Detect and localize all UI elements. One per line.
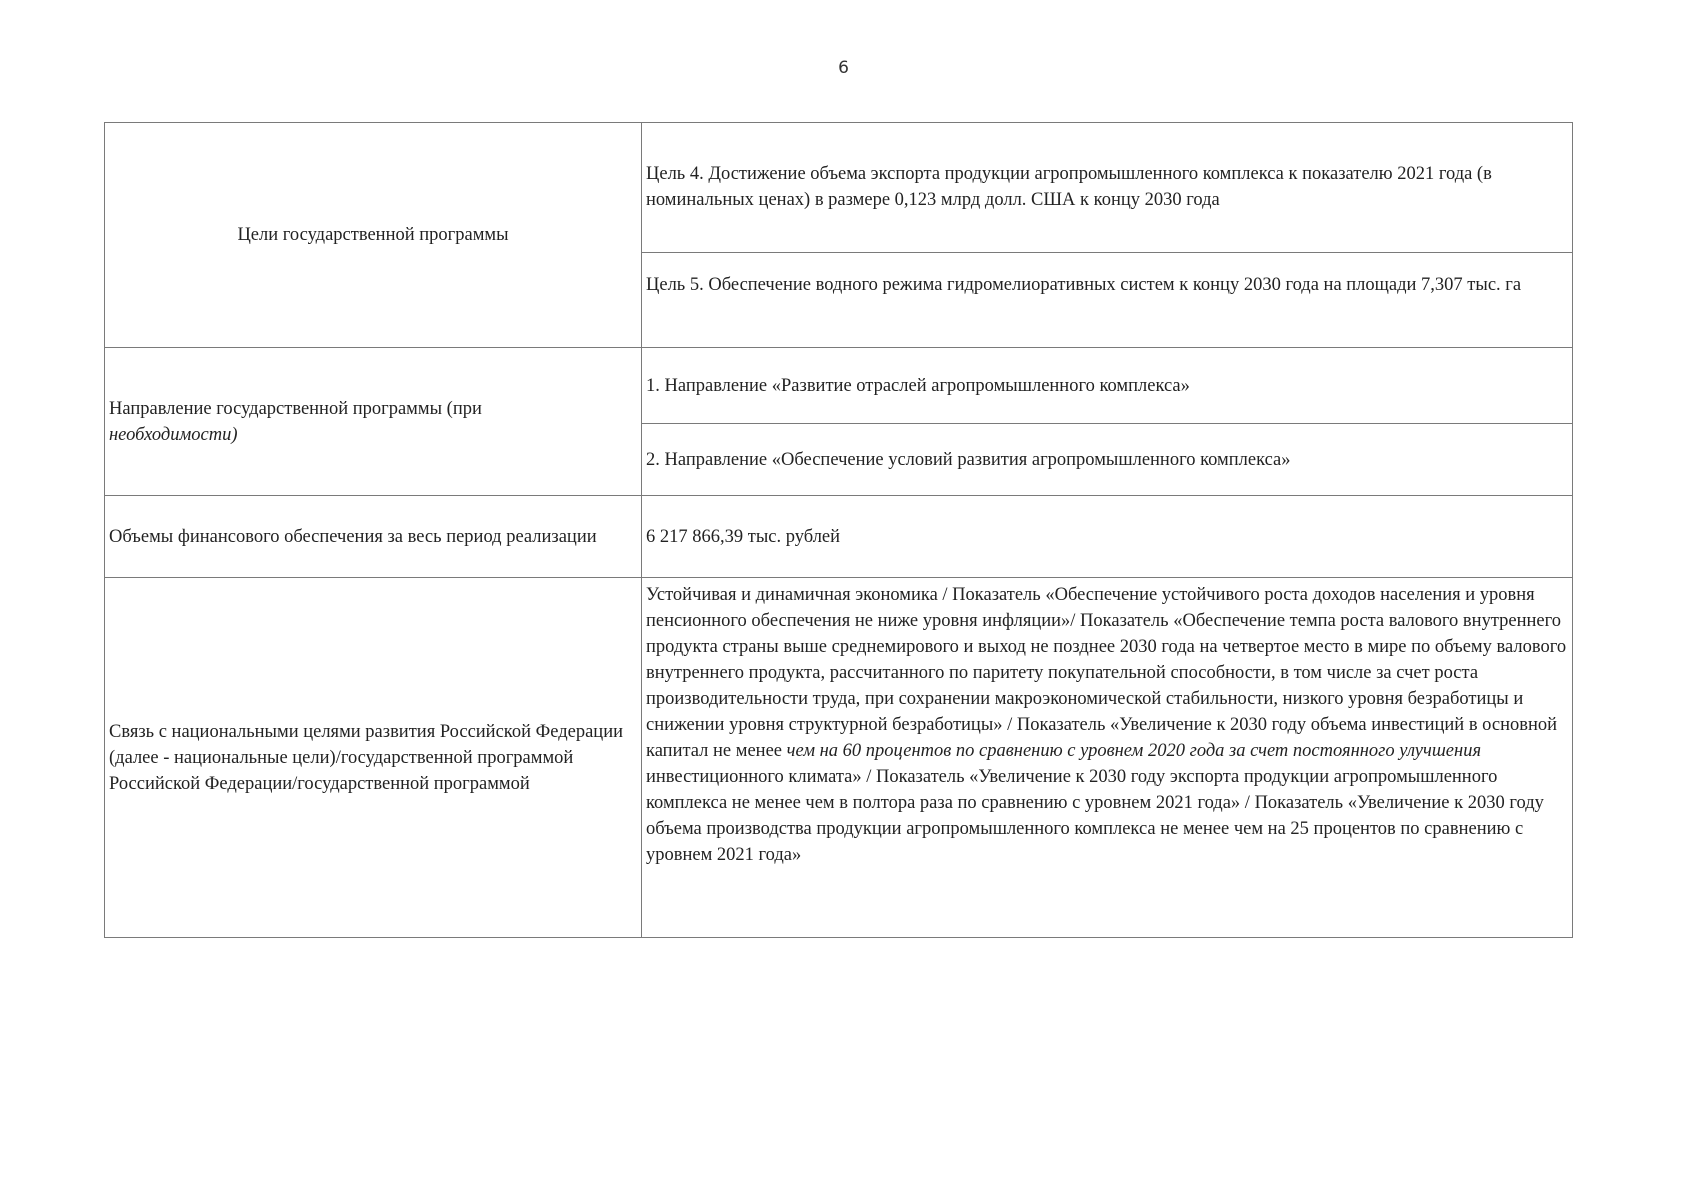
goal-5-cell: [642, 253, 1573, 348]
national-goals-text-2: инвестиционного климата» / Показатель «Увеличение к 2030 году экспорта продукции агропромышленного комплекса не менее чем в полтора раза по сравнению с уровнем 2021 года» / Показатель «Увеличение к 2030 году объема производства продукции агропромышленного комплекса не менее чем на 25 процентов по сравнению с уровнем 2021 года»: [646, 767, 1544, 865]
directions-row: [105, 348, 1573, 424]
goals-label: Цели государственной программы: [237, 225, 509, 245]
national-goals-value: [646, 582, 1568, 868]
national-goals-row: [105, 578, 1573, 938]
goal-4-text: Цель 4. Достижение объема экспорта продукции агропромышленного комплекса к показателю 2021 года (в номинальных ценах) в размере 0,123 млрд долл. США к концу 2030 года: [646, 164, 1492, 210]
goals-row: [105, 123, 1573, 253]
directions-label-italic: необходимости): [109, 424, 238, 445]
national-goals-value-cell: [642, 578, 1573, 938]
financing-row: [105, 496, 1573, 578]
financing-value: 6 217 866,39 тыс. рублей: [646, 526, 841, 547]
direction-1-text: 1. Направление «Развитие отраслей агропромышленного комплекса»: [646, 375, 1190, 396]
directions-label-cell: [105, 348, 642, 496]
direction-2-cell: [642, 424, 1573, 496]
program-passport-table: [104, 122, 1573, 938]
direction-1-cell: [642, 348, 1573, 424]
national-goals-label-cell: [105, 578, 642, 938]
national-goals-label: Связь с национальными целями развития Российской Федерации (далее - национальные цели)/государственной программой Российской Федерации/государственной программой: [109, 721, 623, 794]
direction-2-text: 2. Направление «Обеспечение условий развития агропромышленного комплекса»: [646, 449, 1291, 470]
financing-label: Объемы финансового обеспечения за весь период реализации: [109, 526, 597, 547]
goals-label-cell: [105, 123, 642, 348]
directions-label: [109, 396, 637, 448]
national-goals-text-italic: чем на 60 процентов по сравнению с уровнем 2020 года за счет постоянного улучшения: [786, 741, 1482, 761]
goal-5-text: Цель 5. Обеспечение водного режима гидромелиоративных систем к концу 2030 года на площади 7,307 тыс. га: [646, 275, 1522, 295]
financing-label-cell: [105, 496, 642, 578]
financing-value-cell: [642, 496, 1573, 578]
national-goals-text-1: Устойчивая и динамичная экономика / Показатель «Обеспечение устойчивого роста доходов населения и уровня пенсионного обеспечения не ниже уровня инфляции»/ Показатель «Обеспечение темпа роста валового внутреннего продукта страны выше среднемирового и выход не позднее 2030 года на четвертое место в мире по объему валового внутреннего продукта, рассчитанного по паритету покупательной способности, в том числе за счет роста производительности труда, при сохранении макроэкономической стабильности, низкого уровня безработицы и снижении уровня структурной безработицы» / Показатель «Увеличение к 2030 году объема инвестиций в основной капитал не менее: [646, 585, 1567, 761]
directions-label-main: Направление государственной программы (при: [109, 398, 482, 419]
goal-4-cell: [642, 123, 1573, 253]
page-number: 6: [838, 58, 849, 78]
